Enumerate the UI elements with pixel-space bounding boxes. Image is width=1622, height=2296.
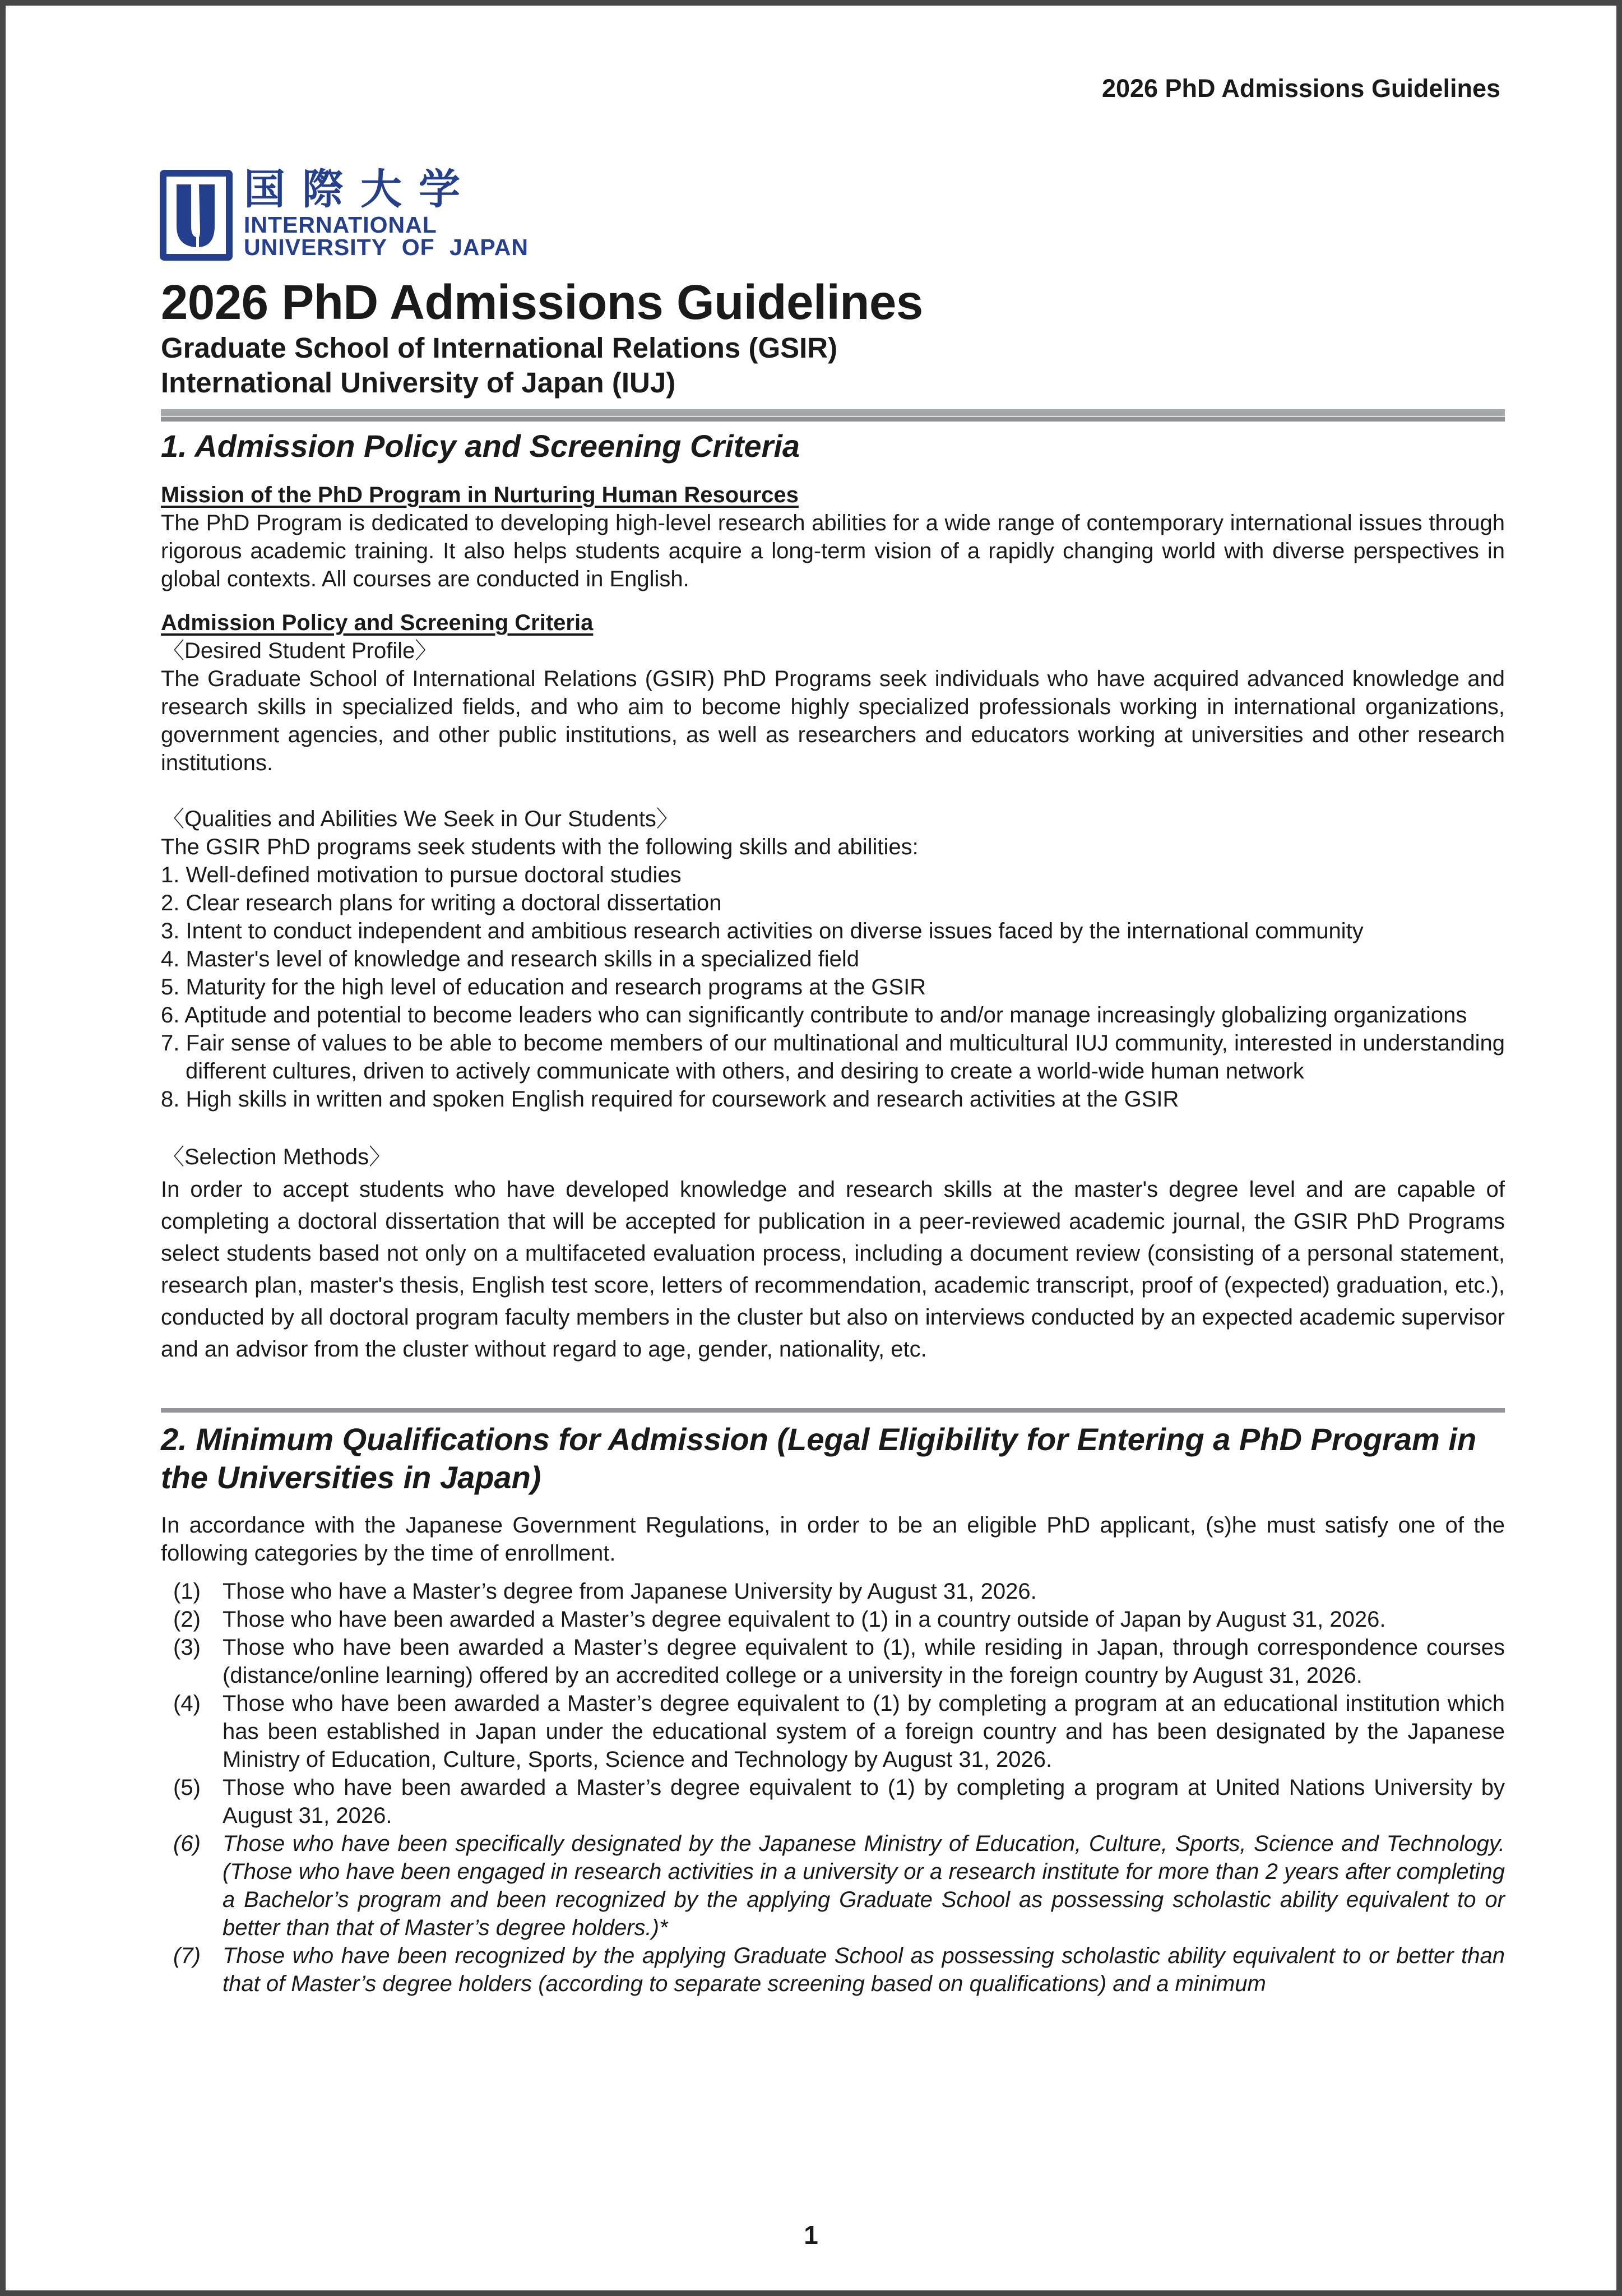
qualification-item	[161, 1605, 1505, 1633]
section-admission-policy	[161, 427, 1505, 1365]
quality-item: 3. Intent to conduct independent and ambitious research activities on diverse issues faced by the international community	[161, 919, 1364, 943]
qualities-label: 〈Qualities and Abilities We Seek in Our Students〉	[162, 807, 679, 831]
qualification-text: Those who have a Master’s degree from Japanese University by August 31, 2026.	[223, 1579, 1037, 1604]
mission-text: The PhD Program is dedicated to developing high-level research abilities for a wide range of contemporary international issues through rigorous academic training. It also helps students acquire a long-term vision of a rapidly changing world with diverse perspectives in global contexts. All courses are conducted in English.	[161, 511, 1505, 591]
qualification-number: (2)	[173, 1607, 201, 1632]
qualification-text: Those who have been awarded a Master’s degree equivalent to (1) in a country outside of Japan by August 31, 2026.	[223, 1607, 1386, 1632]
document-title: 2026 PhD Admissions Guidelines	[161, 275, 923, 330]
quality-item: 8. High skills in written and spoken English required for coursework and research activities at the GSIR	[161, 1087, 1179, 1112]
quality-item: 6. Aptitude and potential to become leaders who can significantly contribute to and/or manage increasingly globalizing organizations	[161, 1003, 1467, 1027]
qualification-text: Those who have been awarded a Master’s degree equivalent to (1) by completing a program at United Nations University by August 31, 2026.	[223, 1775, 1505, 1828]
policy-heading: Admission Policy and Screening Criteria	[161, 610, 594, 635]
desired-profile-label: 〈Desired Student Profile〉	[162, 638, 438, 663]
iuj-logo	[160, 165, 529, 266]
quality-item: 5. Maturity for the high level of education and research programs at the GSIR	[161, 975, 926, 999]
quality-item: 7. Fair sense of values to be able to become members of our multinational and multicultural IUJ community, interested in understanding different cultures, driven to actively communicate with others, and desiring to create a world-wide human network	[161, 1031, 1505, 1084]
qualification-item	[161, 1633, 1505, 1689]
qualification-number: (6)	[173, 1831, 201, 1856]
section-minimum-qualifications	[161, 1420, 1505, 1998]
section2-heading: 2. Minimum Qualifications for Admission (Legal Eligibility for Entering a PhD Program in the Universities in Japan)	[161, 1422, 1477, 1495]
desired-profile-text: The Graduate School of International Relations (GSIR) PhD Programs seek individuals who have acquired advanced knowledge and research skills in specialized fields, and who aim to become highly specialized professionals working in international organizations, government agencies, and other public institutions, as well as researchers and educators working at universities and other research institutions.	[161, 666, 1505, 775]
qualification-item	[161, 1689, 1505, 1774]
qualification-item	[161, 1830, 1505, 1942]
qualification-number: (3)	[173, 1635, 201, 1660]
qualification-number: (4)	[173, 1691, 201, 1716]
selection-methods-label: 〈Selection Methods〉	[162, 1145, 392, 1169]
qualification-number: (5)	[173, 1775, 201, 1800]
university-subtitle: International University of Japan (IUJ)	[161, 367, 676, 399]
qualities-intro: The GSIR PhD programs seek students with the following skills and abilities:	[161, 835, 919, 859]
qualification-text: Those who have been awarded a Master’s degree equivalent to (1) by completing a program at an educational institution which has been established in Japan under the educational system of a foreign country and has been designated by the Japanese Ministry of Education, Culture, Sports, Science and Technology by August 31, 2026.	[223, 1691, 1505, 1772]
qualification-text: Those who have been recognized by the applying Graduate School as possessing scholastic ability equivalent to or better than that of Master’s degree holders (according to separate screening based on qualifications) and a minimum	[223, 1943, 1505, 1996]
quality-item: 4. Master's level of knowledge and research skills in a specialized field	[161, 947, 860, 971]
qualification-number: (1)	[173, 1579, 201, 1604]
iuj-emblem-icon	[160, 170, 233, 261]
section1-heading: 1. Admission Policy and Screening Criteria	[161, 428, 800, 464]
title-divider	[161, 409, 1505, 422]
running-header: 2026 PhD Admissions Guidelines	[1101, 74, 1500, 103]
document-content	[161, 275, 1505, 1998]
qualities-list	[161, 861, 1505, 1113]
qualifications-intro: In accordance with the Japanese Government Regulations, in order to be an eligible PhD applicant, (s)he must satisfy one of the following categories by the time of enrollment.	[161, 1513, 1505, 1566]
page-number: 1	[804, 2220, 818, 2249]
logo-line1: INTERNATIONAL	[244, 212, 437, 238]
qualification-item	[161, 1577, 1505, 1605]
selection-methods-text: In order to accept students who have developed knowledge and research skills at the master's degree level and are capable of completing a doctoral dissertation that will be accepted for publication in a peer-reviewed academic journal, the GSIR PhD Programs select students based not only on a multifaceted evaluation process, including a document review (consisting of a personal statement, research plan, master's thesis, English test score, letters of recommendation, academic transcript, proof of (expected) graduation, etc.), conducted by all doctoral program faculty members in the cluster but also on interviews conducted by an expected academic supervisor and an advisor from the cluster without regard to age, gender, nationality, etc.	[161, 1177, 1505, 1362]
qualification-item	[161, 1774, 1505, 1830]
qualification-text: Those who have been awarded a Master’s degree equivalent to (1), while residing in Japan, through correspondence courses (distance/online learning) offered by an accredited college or a university in the foreign country by August 31, 2026.	[223, 1635, 1505, 1688]
school-subtitle: Graduate School of International Relations (GSIR)	[161, 332, 838, 364]
qualification-item	[161, 1942, 1505, 1998]
qualifications-list	[161, 1577, 1505, 1998]
section-divider	[161, 1408, 1505, 1413]
qualification-number: (7)	[173, 1943, 201, 1968]
quality-item: 2. Clear research plans for writing a doctoral dissertation	[161, 891, 722, 915]
document-page	[6, 6, 1616, 2290]
mission-heading: Mission of the PhD Program in Nurturing Human Resources	[161, 483, 799, 507]
quality-item: 1. Well-defined motivation to pursue doctoral studies	[161, 863, 682, 887]
logo-line2: UNIVERSITY OF JAPAN	[244, 234, 529, 260]
qualification-text: Those who have been specifically designated by the Japanese Ministry of Education, Culture, Sports, Science and Technology. (Those who have been engaged in research activities in a university or a research institute for more than 2 years after completing a Bachelor’s program and been recognized by the applying Graduate School as possessing scholastic ability equivalent to or better than that of Master’s degree holders.)*	[223, 1831, 1505, 1940]
logo-kanji: 国際大学	[244, 165, 477, 214]
